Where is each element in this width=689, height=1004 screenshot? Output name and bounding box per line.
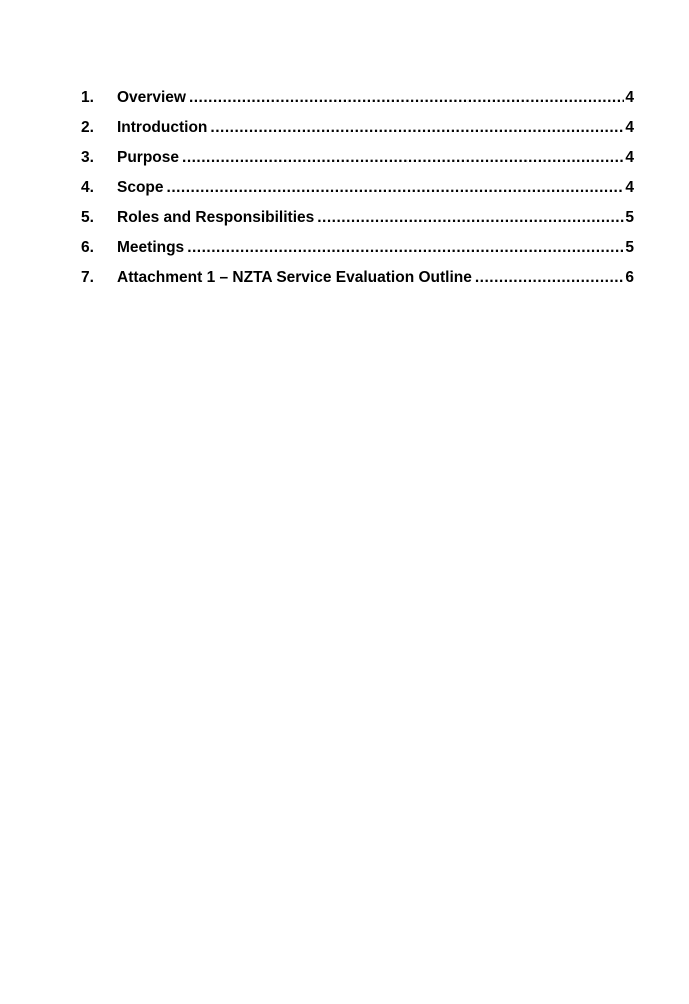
toc-dot-leader [167, 177, 625, 199]
toc-entry-number: 5. [81, 209, 94, 226]
toc-entry-title: Purpose [117, 149, 180, 166]
toc-dot-leader [189, 87, 624, 109]
toc-entry-number: 6. [81, 239, 94, 256]
toc-entry-page: 4 [625, 119, 634, 136]
toc-entry-title: Introduction [117, 119, 208, 136]
toc-entry-attachment-1[interactable] [81, 267, 634, 297]
toc-entry-introduction[interactable] [81, 117, 634, 147]
toc-entry-roles-and-responsibilities[interactable] [81, 207, 634, 237]
toc-entry-meetings[interactable] [81, 237, 634, 267]
toc-entry-number: 2. [81, 119, 94, 136]
toc-entry-title: Roles and Responsibilities [117, 209, 315, 226]
toc-entry-title: Meetings [117, 239, 185, 256]
toc-dot-leader [187, 237, 624, 259]
toc-entry-number: 3. [81, 149, 94, 166]
toc-dot-leader [210, 117, 624, 139]
toc-entry-page: 6 [625, 269, 634, 286]
toc-entry-title: Attachment 1 – NZTA Service Evaluation Outline [117, 269, 472, 286]
toc-entry-scope[interactable] [81, 177, 634, 207]
toc-entry-number: 4. [81, 179, 94, 196]
toc-entry-number: 7. [81, 269, 94, 286]
toc-entry-title: Overview [117, 89, 186, 106]
table-of-contents [81, 87, 634, 297]
toc-dot-leader [182, 147, 624, 169]
toc-entry-page: 5 [625, 239, 634, 256]
toc-entry-page: 4 [625, 149, 634, 166]
toc-entry-page: 5 [625, 209, 634, 226]
toc-entry-purpose[interactable] [81, 147, 634, 177]
toc-dot-leader [317, 207, 624, 229]
toc-dot-leader [475, 267, 625, 289]
toc-entry-title: Scope [117, 179, 164, 196]
toc-entry-overview[interactable] [81, 87, 634, 117]
toc-entry-page: 4 [625, 179, 634, 196]
toc-entry-number: 1. [81, 89, 94, 106]
toc-entry-page: 4 [625, 89, 634, 106]
